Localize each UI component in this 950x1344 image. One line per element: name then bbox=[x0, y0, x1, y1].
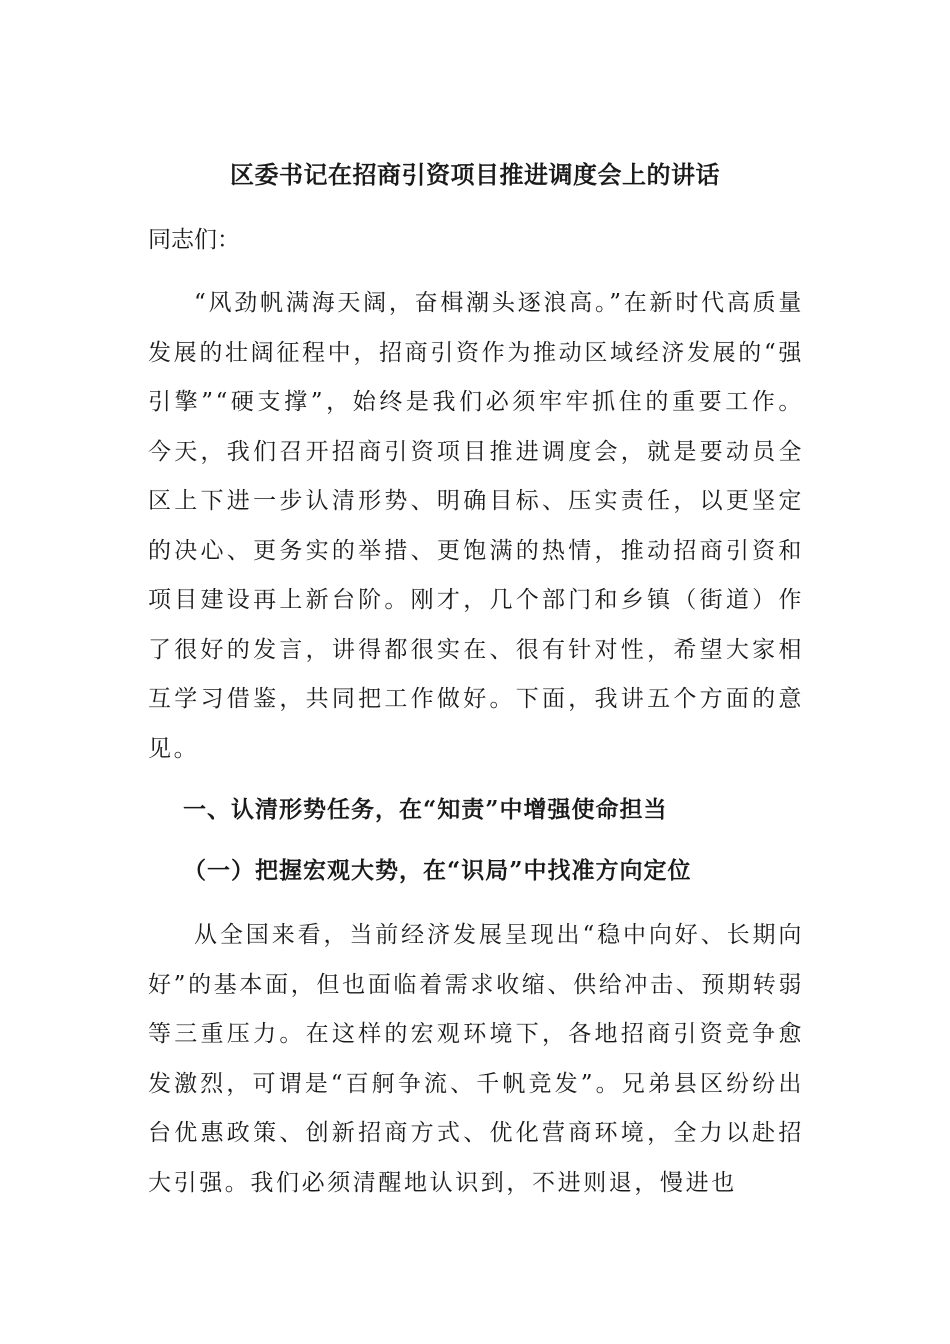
paragraph-macro-situation: 从全国来看，当前经济发展呈现出“稳中向好、长期向好”的基本面，但也面临着需求收缩、供给冲击、预期转弱等三重压力。在这样的宏观环境下，各地招商引资竞争愈发激烈，可谓是“百舸争流、千帆竞发”。兄弟县区纷纷出台优惠政策、创新招商方式、优化营商环境，全力以赴招大引强。我们必须清醒地认识到，不进则退，慢进也 bbox=[148, 922, 804, 1196]
subsection-heading-1: （一）把握宏观大势，在“识局”中找准方向定位 bbox=[183, 857, 692, 884]
section-heading-1: 一、认清形势任务，在“知责”中增强使命担当 bbox=[183, 796, 668, 823]
document-title: 区委书记在招商引资项目推进调度会上的讲话 bbox=[230, 160, 720, 189]
salutation: 同志们： bbox=[148, 227, 240, 253]
paragraph-intro: “风劲帆满海天阔，奋楫潮头逐浪高。”在新时代高质量发展的壮阔征程中，招商引资作为推动区域经济发展的“强引擎”“硬支撑”，始终是我们必须牢牢抓住的重要工作。今天，我们召开招商引资项目推进调度会，就是要动员全区上下进一步认清形势、明确目标、压实责任，以更坚定的决心、更务实的举措、更饱满的热情，推动招商引资和项目建设再上新台阶。刚才，几个部门和乡镇（街道）作了很好的发言，讲得都很实在、很有针对性，希望大家相互学习借鉴，共同把工作做好。下面，我讲五个方面的意见。 bbox=[148, 290, 804, 762]
